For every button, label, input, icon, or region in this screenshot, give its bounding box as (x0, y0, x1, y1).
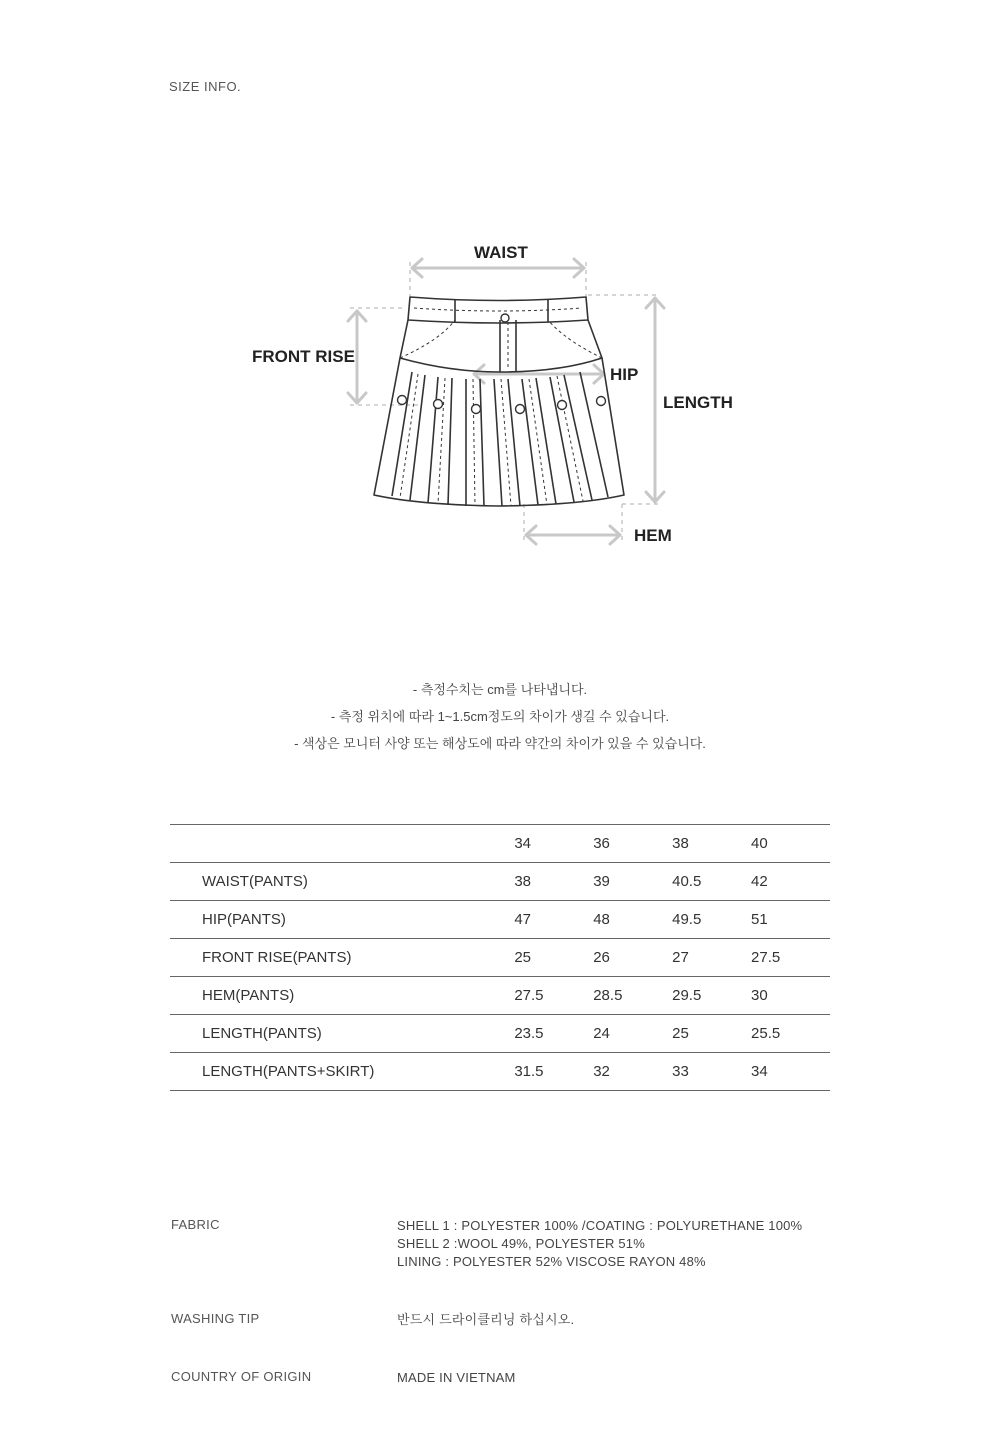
size-header: 34 (514, 825, 593, 863)
table-row (170, 977, 830, 1015)
table-cell: 25 (514, 939, 593, 977)
waist-label: WAIST (474, 243, 528, 262)
table-row (170, 939, 830, 977)
table-cell: 49.5 (672, 901, 751, 939)
size-header: 40 (751, 825, 830, 863)
table-cell: 26 (593, 939, 672, 977)
hip-label: HIP (610, 365, 639, 384)
table-cell: 25.5 (751, 1015, 830, 1053)
hem-label: HEM (634, 526, 672, 545)
size-header: 38 (672, 825, 751, 863)
table-cell: 29.5 (672, 977, 751, 1015)
row-label: LENGTH(PANTS) (170, 1015, 514, 1053)
note-line: - 측정수치는 cm를 나타냅니다. (412, 682, 588, 697)
note-line: - 측정 위치에 따라 1~1.5cm정도의 차이가 생길 수 있습니다. (330, 709, 670, 724)
table-corner-cell (170, 825, 514, 863)
table-cell: 32 (593, 1053, 672, 1091)
size-header: 36 (593, 825, 672, 863)
row-label: WAIST(PANTS) (170, 863, 514, 901)
table-cell: 31.5 (514, 1053, 593, 1091)
table-cell: 27 (672, 939, 751, 977)
origin-label: COUNTRY OF ORIGIN (171, 1369, 312, 1384)
table-cell: 48 (593, 901, 672, 939)
table-cell: 25 (672, 1015, 751, 1053)
length-label: LENGTH (663, 393, 733, 412)
washing-value: 반드시 드라이클리닝 하십시오. (397, 1312, 575, 1327)
fabric-line: SHELL 2 :WOOL 49%, POLYESTER 51% (397, 1236, 645, 1251)
section-title: SIZE INFO. (169, 79, 242, 94)
table-cell: 28.5 (593, 977, 672, 1015)
fabric-label: FABRIC (171, 1217, 220, 1232)
table-cell: 24 (593, 1015, 672, 1053)
table-row (170, 1015, 830, 1053)
table-cell: 33 (672, 1053, 751, 1091)
table-cell: 27.5 (514, 977, 593, 1015)
table-cell: 39 (593, 863, 672, 901)
fabric-line: SHELL 1 : POLYESTER 100% /COATING : POLYURETHANE 100% (397, 1218, 803, 1233)
table-row (170, 863, 830, 901)
row-label: HIP(PANTS) (170, 901, 514, 939)
table-cell: 40.5 (672, 863, 751, 901)
table-cell: 34 (751, 1053, 830, 1091)
measurement-notes (0, 680, 1000, 761)
row-label: LENGTH(PANTS+SKIRT) (170, 1053, 514, 1091)
size-table (170, 824, 830, 1091)
origin-value: MADE IN VIETNAM (397, 1370, 516, 1385)
table-row (170, 901, 830, 939)
front-rise-label: FRONT RISE (252, 347, 355, 366)
note-line: - 색상은 모니터 사양 또는 해상도에 따라 약간의 차이가 있을 수 있습니다. (294, 736, 706, 751)
fabric-line: LINING : POLYESTER 52% VISCOSE RAYON 48% (397, 1254, 706, 1269)
size-diagram (240, 230, 760, 560)
washing-label: WASHING TIP (171, 1311, 260, 1326)
table-cell: 51 (751, 901, 830, 939)
fabric-value (397, 1217, 897, 1271)
table-cell: 27.5 (751, 939, 830, 977)
size-header-row (170, 825, 830, 863)
skirt-illustration (374, 297, 624, 506)
row-label: HEM(PANTS) (170, 977, 514, 1015)
table-cell: 47 (514, 901, 593, 939)
table-row (170, 1053, 830, 1091)
table-cell: 42 (751, 863, 830, 901)
row-label: FRONT RISE(PANTS) (170, 939, 514, 977)
table-cell: 30 (751, 977, 830, 1015)
table-cell: 38 (514, 863, 593, 901)
table-cell: 23.5 (514, 1015, 593, 1053)
